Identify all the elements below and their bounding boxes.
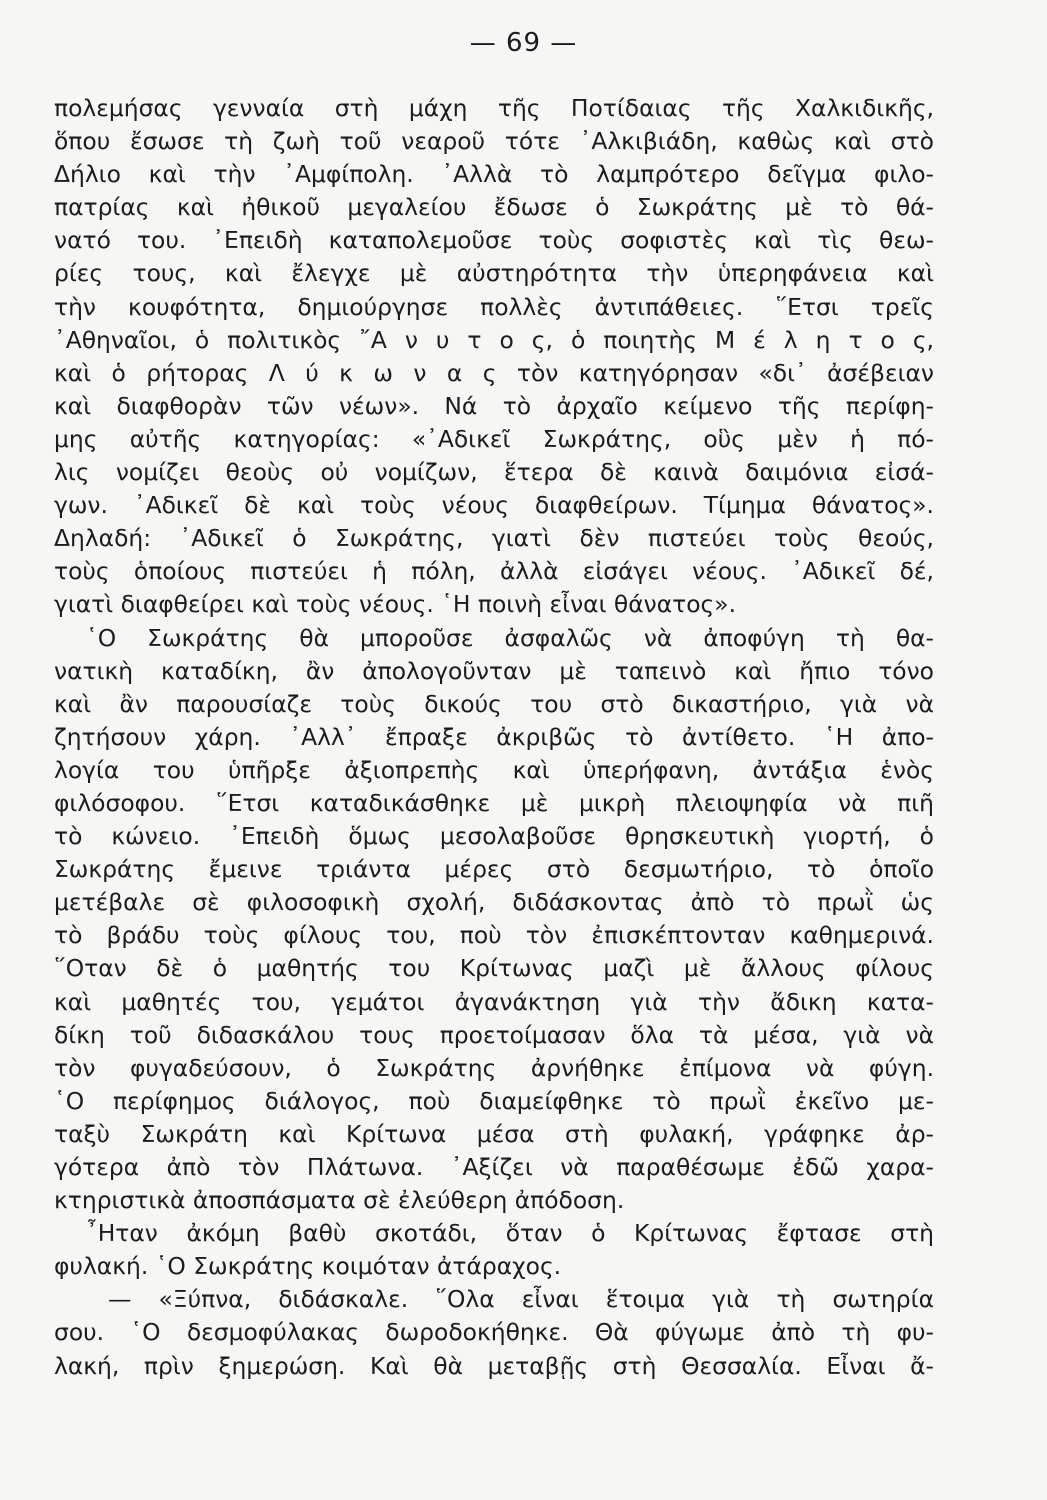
text-line: φυλακή. ῾Ο Σωκράτης κοιμόταν ἀτάραχος. [54,1252,562,1281]
text-line: κτηριστικὰ ἀποσπάσματα σὲ ἐλεύθερη ἀπόδοση. [54,1186,625,1215]
text-line: τὸ κώνειο. ᾿Επειδὴ ὅμως μεσολαβοῦσε θρησκευτικὴ γιορτή, ὁ [54,822,934,851]
text-line: ταξὺ Σωκράτη καὶ Κρίτωνα μέσα στὴ φυλακή, γράφηκε ἀρ- [54,1119,934,1148]
text-line: ὅπου ἔσωσε τὴ ζωὴ τοῦ νεαροῦ τότε ᾿Αλκιβιάδη, καθὼς καὶ στὸ [54,127,934,156]
text-line: πολεμήσας γενναία στὴ μάχη τῆς Ποτίδαιας τῆς Χαλκιδικῆς, [54,94,934,122]
text-line: καὶ διαφθορὰν τῶν νέων». Νά τὸ ἀρχαῖο κείμενο τῆς περίφη- [54,391,934,420]
text-line: σου. ῾Ο δεσμοφύλακας δωροδοκήθηκε. Θὰ φύγωμε ἀπὸ τὴ φυ- [54,1318,934,1347]
text-line: ῞Οταν δὲ ὁ μαθητής του Κρίτωνας μαζὶ μὲ ἄλλους φίλους [54,954,934,983]
body-text [54,92,934,1383]
text-line: ᾿Αθηναῖοι, ὁ πολιτικὸς ῎Α ν υ τ ο ς, ὁ ποιητὴς Μ έ λ η τ ο ς, [54,325,934,354]
text-line: τοὺς ὁποίους πιστεύει ἡ πόλη, ἀλλὰ εἰσάγει νέους. ᾿Αδικεῖ δέ, [54,557,934,586]
text-line: τὸ βράδυ τοὺς φίλους του, ποὺ τὸν ἐπισκέπτονταν καθημερινά. [54,921,934,950]
text-line: λακή, πρὶν ξημερώση. Καὶ θὰ μεταβῇς στὴ Θεσσαλία. Εἶναι ἄ- [54,1351,934,1380]
text-line: καὶ μαθητές του, γεμάτοι ἀγανάκτηση γιὰ τὴν ἄδικη κατα- [54,987,934,1016]
text-line: ρίες τους, καὶ ἔλεγχε μὲ αὐστηρότητα τὴν ὑπερηφάνεια καὶ [54,259,934,288]
text-line: λις νομίζει θεοὺς οὐ νομίζων, ἕτερα δὲ καινὰ δαιμόνια εἰσά- [54,458,934,487]
text-line: τὴν κουφότητα, δημιούργησε πολλὲς ἀντιπάθειες. ῞Ετσι τρεῖς [54,292,934,321]
text-line: γιατὶ διαφθείρει καὶ τοὺς νέους. ῾Η ποινὴ εἶναι θάνατος». [54,590,737,619]
text-line: νατό του. ᾿Επειδὴ καταπολεμοῦσε τοὺς σοφιστὲς καὶ τὶς θεω- [54,226,934,255]
text-line: καὶ ὁ ρήτορας Λ ύ κ ω ν α ς τὸν κατηγόρησαν «δι᾿ ἀσέβειαν [54,358,934,387]
text-line: μετέβαλε σὲ φιλοσοφικὴ σχολή, διδάσκοντας ἀπὸ τὸ πρωῒ ὡς [54,888,934,917]
text-line: γότερα ἀπὸ τὸν Πλάτωνα. ᾿Αξίζει νὰ παραθέσωμε ἐδῶ χαρα- [54,1153,934,1181]
text-line: ῏Ηταν ἀκόμη βαθὺ σκοτάδι, ὅταν ὁ Κρίτωνας ἔφτασε στὴ [86,1219,934,1248]
text-line: Δήλιο καὶ τὴν ᾿Αμφίπολη. ᾿Αλλὰ τὸ λαμπρότερο δεῖγμα φιλο- [54,160,934,189]
text-line: ῾Ο Σωκράτης θὰ μποροῦσε ἀσφαλῶς νὰ ἀποφύγη τὴ θα- [86,623,934,652]
text-line: καὶ ἂν παρουσίαζε τοὺς δικούς του στὸ δικαστήριο, γιὰ νὰ [54,689,934,718]
text-line: φιλόσοφου. ῞Ετσι καταδικάσθηκε μὲ μικρὴ πλειοψηφία νὰ πιῆ [54,788,934,817]
text-line: νατικὴ καταδίκη, ἂν ἀπολογοῦνταν μὲ ταπεινὸ καὶ ἤπιο τόνο [54,656,934,685]
text-line: λογία του ὑπῆρξε ἀξιοπρεπὴς καὶ ὑπερήφανη, ἀντάξια ἑνὸς [54,755,934,784]
page-number: — 69 — [469,28,578,58]
text-line: Σωκράτης ἔμεινε τριάντα μέρες στὸ δεσμωτήριο, τὸ ὁποῖο [54,855,934,884]
text-line: γων. ᾿Αδικεῖ δὲ καὶ τοὺς νέους διαφθείρων. Τίμημα θάνατος». [54,491,934,520]
text-line: τὸν φυγαδεύσουν, ὁ Σωκράτης ἀρνήθηκε ἐπίμονα νὰ φύγη. [54,1053,934,1082]
text-line: πατρίας καὶ ἠθικοῦ μεγαλείου ἔδωσε ὁ Σωκράτης μὲ τὸ θά- [54,193,934,222]
text-line: ῾Ο περίφημος διάλογος, ποὺ διαμείφθηκε τὸ πρωῒ ἐκεῖνο με- [54,1086,934,1115]
text-line: Δηλαδή: ᾿Αδικεῖ ὁ Σωκράτης, γιατὶ δὲν πιστεύει τοὺς θεούς, [54,524,934,553]
text-line: ζητήσουν χάρη. ᾿Αλλ᾿ ἔπραξε ἀκριβῶς τὸ ἀντίθετο. ῾Η ἀπο- [54,722,934,751]
text-line: μης αὐτῆς κατηγορίας: «᾿Αδικεῖ Σωκράτης, οὓς μὲν ἡ πό- [54,424,934,453]
text-line: δίκη τοῦ διδασκάλου τους προετοίμασαν ὅλα τὰ μέσα, γιὰ νὰ [54,1020,934,1049]
text-line: — «Ξύπνα, διδάσκαλε. ῞Ολα εἶναι ἕτοιμα γιὰ τὴ σωτηρία [108,1285,934,1314]
